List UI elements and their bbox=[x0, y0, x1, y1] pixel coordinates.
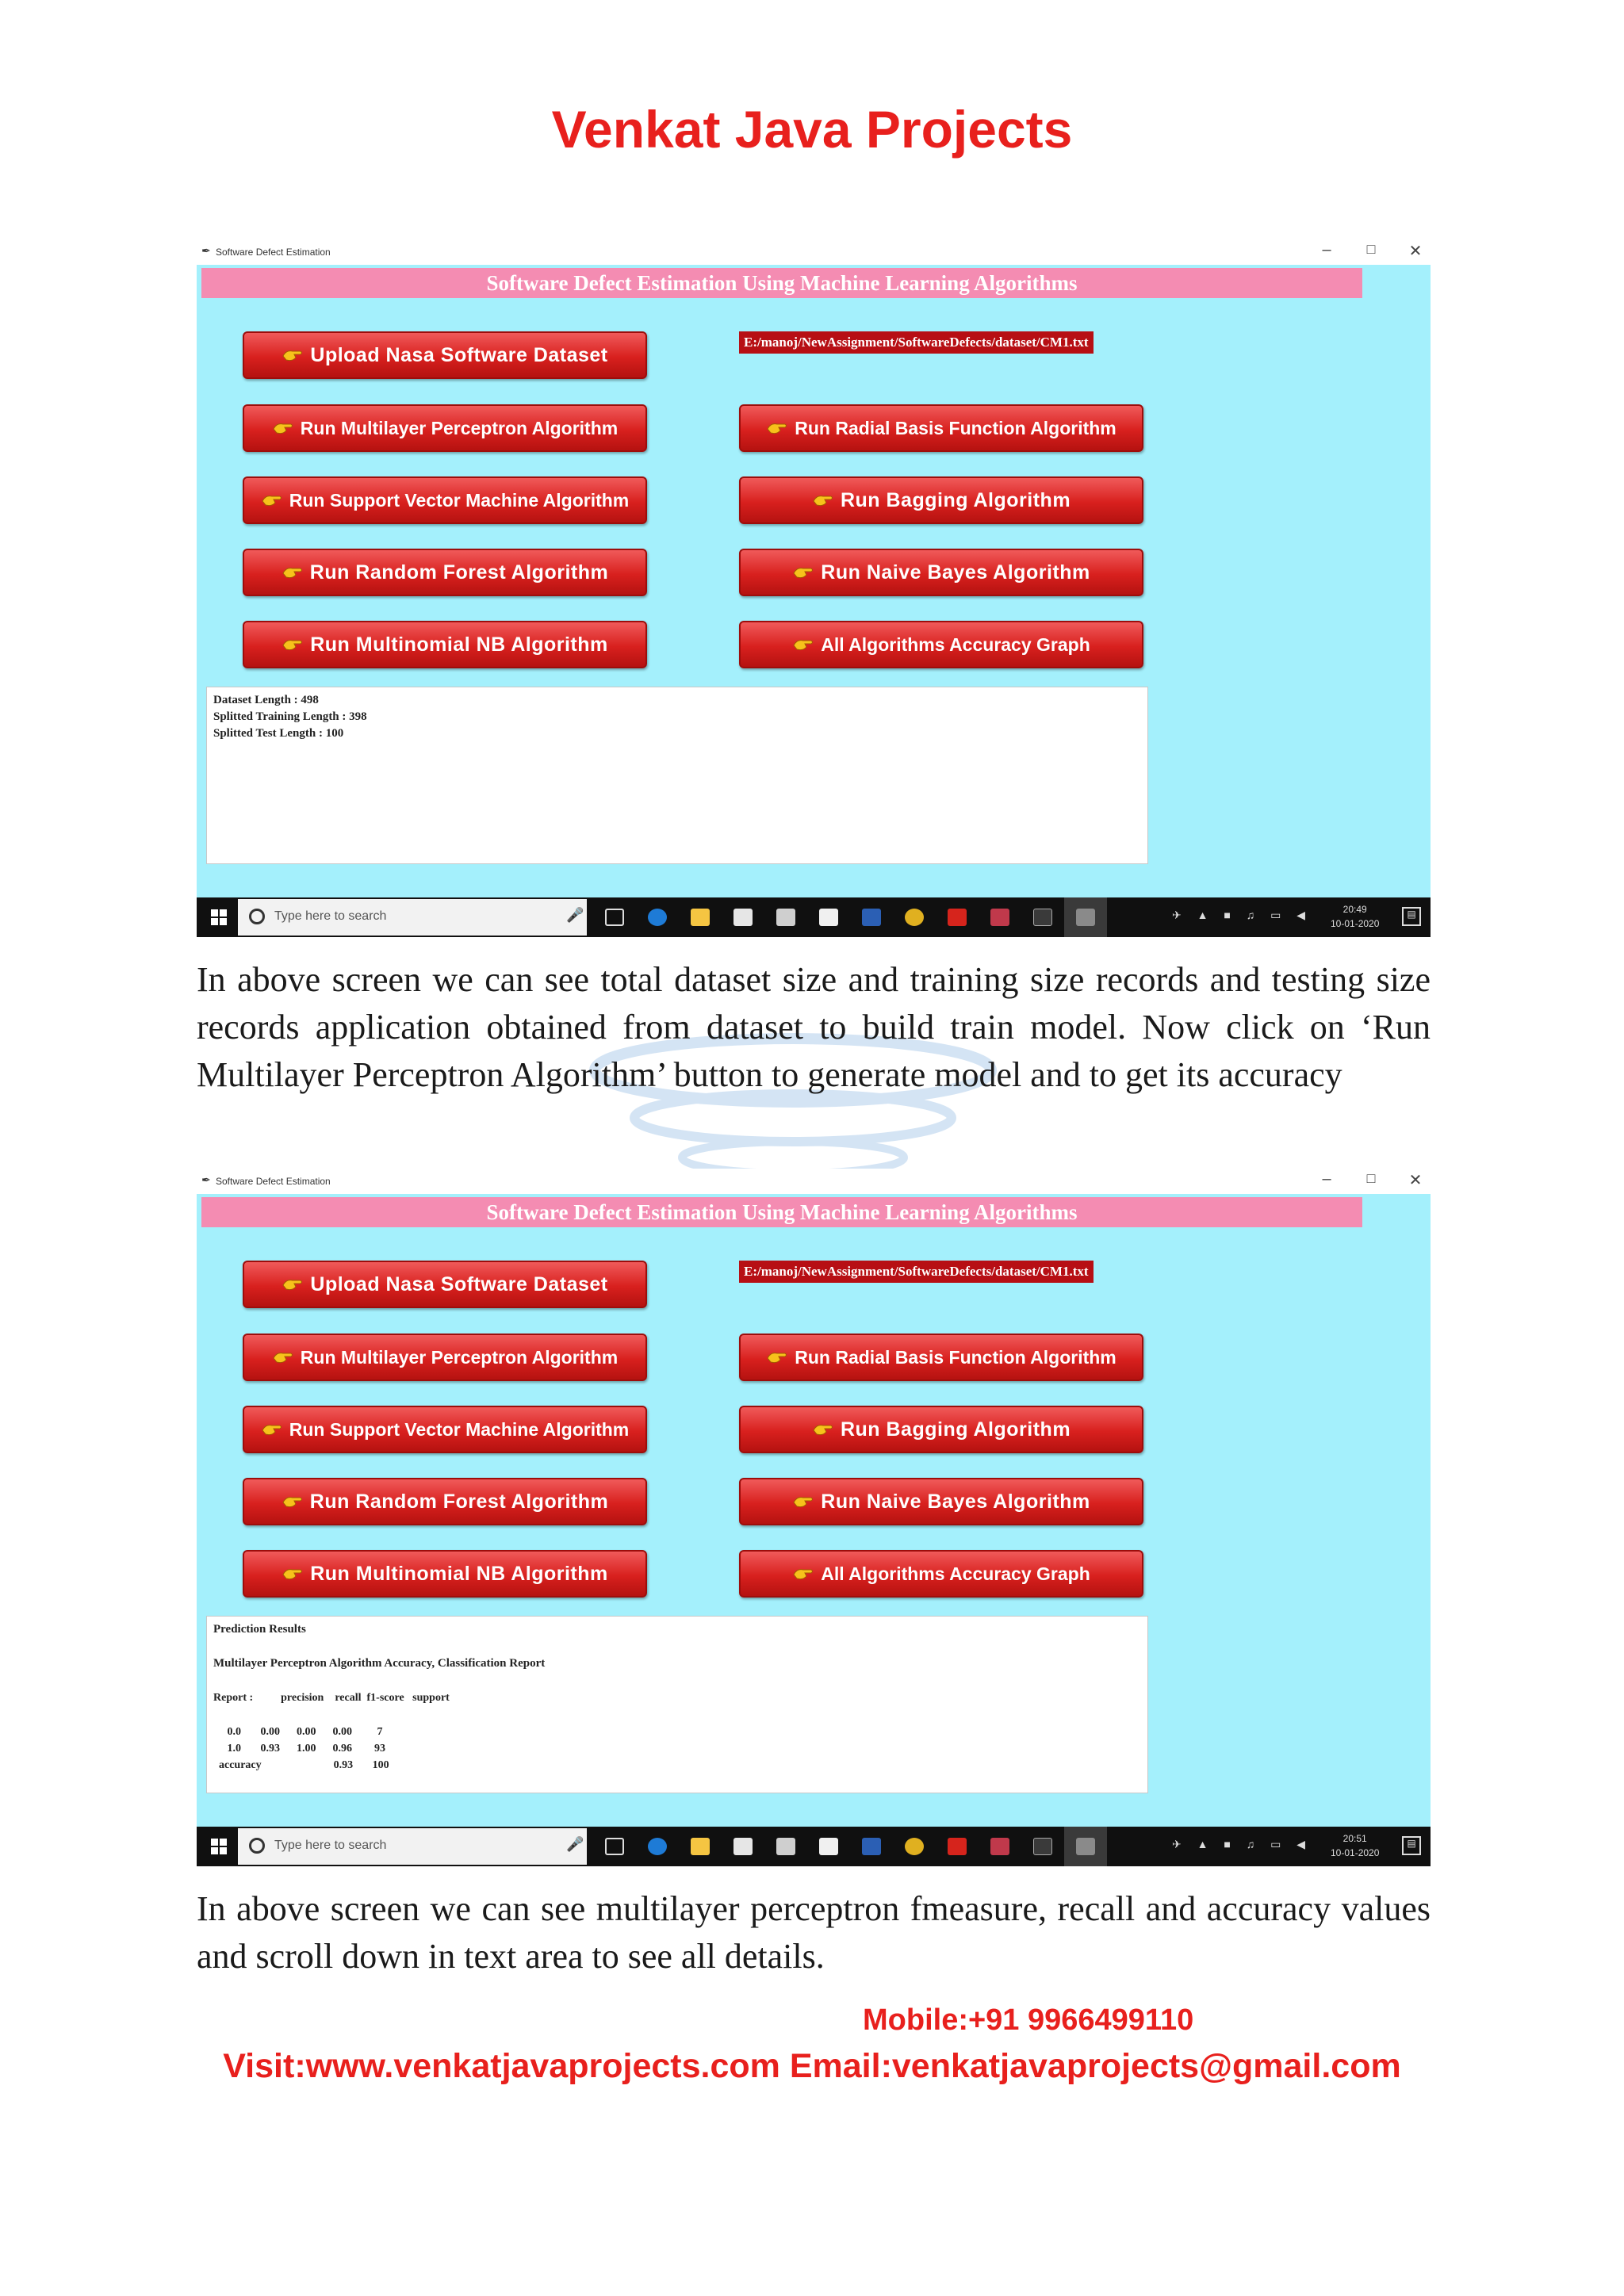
tray-icons[interactable]: ✈ ▲ ■ ♫ ▭ ◀ bbox=[1172, 1838, 1312, 1850]
report-row: 0.0 0.00 0.00 0.00 7 bbox=[213, 1726, 383, 1738]
output-line: Dataset Length : 498 bbox=[213, 694, 319, 706]
run-random-forest-button[interactable] bbox=[243, 549, 647, 596]
button-label: Run Naive Bayes Algorithm bbox=[821, 561, 1090, 584]
terminal-icon[interactable] bbox=[1021, 897, 1064, 937]
microphone-icon[interactable]: 🎤 bbox=[566, 1836, 584, 1852]
paragraph-1: In above screen we can see total dataset size and training size records and testing size records application obtained from dataset to build train model. Now click on ‘Run Multilayer Perceptron Algorithm’ button to generate model and to get its accuracy bbox=[197, 960, 1431, 1094]
notification-icon[interactable]: ▤ bbox=[1402, 1836, 1421, 1855]
button-label: All Algorithms Accuracy Graph bbox=[821, 1563, 1090, 1584]
hand-pointer-icon bbox=[766, 419, 788, 437]
maximize-button[interactable]: □ bbox=[1366, 241, 1376, 257]
taskbar-search-box[interactable] bbox=[238, 899, 587, 936]
system-tray bbox=[1172, 1827, 1426, 1866]
run-naive-bayes-button[interactable] bbox=[739, 1478, 1143, 1525]
run-svm-button[interactable] bbox=[243, 1406, 647, 1453]
hand-pointer-icon bbox=[261, 492, 283, 509]
button-label: Run Random Forest Algorithm bbox=[309, 561, 609, 584]
output-line: Splitted Test Length : 100 bbox=[213, 727, 344, 740]
file-explorer-icon[interactable] bbox=[679, 897, 722, 937]
hand-pointer-icon bbox=[282, 346, 304, 364]
button-label: Run Support Vector Machine Algorithm bbox=[289, 489, 630, 511]
system-tray bbox=[1172, 897, 1426, 937]
windows-taskbar bbox=[197, 897, 1431, 937]
run-svm-button[interactable] bbox=[243, 476, 647, 524]
feather-icon: ✒ bbox=[201, 244, 211, 257]
windows-start-icon[interactable] bbox=[211, 1839, 227, 1854]
window-title: Software Defect Estimation bbox=[216, 247, 331, 258]
edge-browser-icon[interactable] bbox=[636, 1827, 679, 1866]
close-button[interactable]: ✕ bbox=[1408, 1172, 1423, 1189]
tray-icons[interactable]: ✈ ▲ ■ ♫ ▭ ◀ bbox=[1172, 909, 1312, 921]
report-row: accuracy 0.93 100 bbox=[213, 1759, 389, 1771]
dataset-path-label: E:/manoj/NewAssignment/SoftwareDefects/dataset/CM1.txt bbox=[739, 1261, 1094, 1283]
run-bagging-button[interactable] bbox=[739, 1406, 1143, 1453]
run-mlp-button[interactable] bbox=[243, 1334, 647, 1381]
task-view-icon[interactable] bbox=[593, 897, 636, 937]
hand-pointer-icon bbox=[272, 419, 294, 437]
edge-browser-icon[interactable] bbox=[636, 897, 679, 937]
output-textarea[interactable] bbox=[206, 687, 1148, 864]
run-rbf-button[interactable] bbox=[739, 1334, 1143, 1381]
task-view-icon[interactable] bbox=[593, 1827, 636, 1866]
paragraph-2: In above screen we can see multilayer perceptron fmeasure, recall and accuracy values and scroll down in text area to see all details. bbox=[197, 1889, 1431, 1976]
word-icon[interactable] bbox=[850, 897, 893, 937]
taskbar-clock[interactable] bbox=[1331, 1831, 1379, 1860]
app-header: Software Defect Estimation Using Machine Learning Algorithms bbox=[201, 1197, 1362, 1227]
button-label: Run Random Forest Algorithm bbox=[309, 1490, 609, 1513]
taskbar-clock[interactable] bbox=[1331, 902, 1379, 931]
output-subtitle: Multilayer Perceptron Algorithm Accuracy, Classification Report bbox=[213, 1657, 546, 1670]
button-label: Run Radial Basis Function Algorithm bbox=[795, 417, 1116, 438]
hand-pointer-icon bbox=[261, 1421, 283, 1438]
feather-icon: ✒ bbox=[201, 1173, 211, 1186]
windows-start-icon[interactable] bbox=[211, 909, 227, 925]
search-icon bbox=[249, 1838, 265, 1854]
document-app-icon[interactable] bbox=[807, 1827, 850, 1866]
accuracy-graph-button[interactable] bbox=[739, 621, 1143, 668]
run-mlp-button[interactable] bbox=[243, 404, 647, 452]
mail-icon[interactable] bbox=[764, 1827, 807, 1866]
app-screenshot-1 bbox=[197, 239, 1431, 937]
run-bagging-button[interactable] bbox=[739, 476, 1143, 524]
taskbar-pinned-apps bbox=[593, 897, 1107, 937]
search-icon bbox=[249, 909, 265, 924]
acrobat-icon[interactable] bbox=[936, 897, 979, 937]
document-title: Venkat Java Projects bbox=[551, 100, 1073, 159]
button-label: Run Radial Basis Function Algorithm bbox=[795, 1346, 1116, 1368]
store-icon[interactable] bbox=[722, 1827, 764, 1866]
window-titlebar bbox=[197, 239, 1431, 265]
hand-pointer-icon bbox=[282, 1493, 304, 1510]
hand-pointer-icon bbox=[282, 636, 304, 653]
python-feather-icon[interactable] bbox=[1064, 1827, 1107, 1866]
run-multinomial-nb-button[interactable] bbox=[243, 1550, 647, 1598]
run-naive-bayes-button[interactable] bbox=[739, 549, 1143, 596]
hand-pointer-icon bbox=[282, 1276, 304, 1293]
button-label: Run Multinomial NB Algorithm bbox=[310, 1562, 608, 1585]
terminal-icon[interactable] bbox=[1021, 1827, 1064, 1866]
microphone-icon[interactable]: 🎤 bbox=[566, 907, 584, 923]
paint-icon[interactable] bbox=[979, 1827, 1021, 1866]
hand-pointer-icon bbox=[812, 492, 834, 509]
hand-pointer-icon bbox=[282, 564, 304, 581]
app-header: Software Defect Estimation Using Machine Learning Algorithms bbox=[201, 268, 1362, 298]
hand-pointer-icon bbox=[792, 1565, 814, 1582]
upload-dataset-button[interactable] bbox=[243, 1261, 647, 1308]
footer-visit-email[interactable]: Visit:www.venkatjavaprojects.com Email:venkatjavaprojects@gmail.com bbox=[223, 2047, 1401, 2085]
dataset-path-label: E:/manoj/NewAssignment/SoftwareDefects/dataset/CM1.txt bbox=[739, 331, 1094, 354]
chrome-icon[interactable] bbox=[893, 1827, 936, 1866]
chrome-icon[interactable] bbox=[893, 897, 936, 937]
minimize-button[interactable]: – bbox=[1322, 1170, 1331, 1188]
app-screenshot-2 bbox=[197, 1169, 1431, 1866]
report-header: Report : precision recall f1-score support bbox=[213, 1692, 450, 1704]
python-feather-icon[interactable] bbox=[1064, 897, 1107, 937]
windows-taskbar bbox=[197, 1827, 1431, 1866]
hand-pointer-icon bbox=[792, 636, 814, 653]
button-label: Run Multilayer Perceptron Algorithm bbox=[300, 1346, 619, 1368]
button-label: All Algorithms Accuracy Graph bbox=[821, 633, 1090, 655]
hand-pointer-icon bbox=[272, 1349, 294, 1366]
clock-date: 10-01-2020 bbox=[1331, 1847, 1380, 1858]
mail-icon[interactable] bbox=[764, 897, 807, 937]
output-title: Prediction Results bbox=[213, 1623, 306, 1636]
window-titlebar bbox=[197, 1169, 1431, 1194]
accuracy-graph-button[interactable] bbox=[739, 1550, 1143, 1598]
paint-icon[interactable] bbox=[979, 897, 1021, 937]
hand-pointer-icon bbox=[792, 564, 814, 581]
hand-pointer-icon bbox=[282, 1565, 304, 1582]
taskbar-search-box[interactable] bbox=[238, 1828, 587, 1865]
output-textarea[interactable] bbox=[206, 1616, 1148, 1793]
hand-pointer-icon bbox=[766, 1349, 788, 1366]
maximize-button[interactable]: □ bbox=[1366, 1170, 1376, 1186]
hand-pointer-icon bbox=[812, 1421, 834, 1438]
button-label: Upload Nasa Software Dataset bbox=[310, 343, 608, 366]
clock-time: 20:49 bbox=[1342, 904, 1367, 915]
clock-date: 10-01-2020 bbox=[1331, 918, 1380, 929]
button-label: Run Bagging Algorithm bbox=[840, 488, 1071, 511]
run-random-forest-button[interactable] bbox=[243, 1478, 647, 1525]
report-row: 1.0 0.93 1.00 0.96 93 bbox=[213, 1743, 385, 1755]
window-title: Software Defect Estimation bbox=[216, 1176, 331, 1187]
hand-pointer-icon bbox=[792, 1493, 814, 1510]
button-label: Run Multilayer Perceptron Algorithm bbox=[300, 417, 619, 438]
clock-time: 20:51 bbox=[1342, 1833, 1367, 1844]
file-explorer-icon[interactable] bbox=[679, 1827, 722, 1866]
acrobat-icon[interactable] bbox=[936, 1827, 979, 1866]
store-icon[interactable] bbox=[722, 897, 764, 937]
app-client-area bbox=[197, 1194, 1431, 1827]
output-line: Splitted Training Length : 398 bbox=[213, 710, 367, 723]
run-rbf-button[interactable] bbox=[739, 404, 1143, 452]
app-client-area bbox=[197, 265, 1431, 897]
close-button[interactable]: ✕ bbox=[1408, 243, 1423, 260]
run-multinomial-nb-button[interactable] bbox=[243, 621, 647, 668]
button-label: Run Multinomial NB Algorithm bbox=[310, 633, 608, 656]
upload-dataset-button[interactable] bbox=[243, 331, 647, 379]
button-label: Run Bagging Algorithm bbox=[840, 1418, 1071, 1441]
notification-icon[interactable]: ▤ bbox=[1402, 907, 1421, 926]
button-label: Upload Nasa Software Dataset bbox=[310, 1272, 608, 1295]
word-icon[interactable] bbox=[850, 1827, 893, 1866]
button-label: Run Support Vector Machine Algorithm bbox=[289, 1418, 630, 1440]
taskbar-pinned-apps bbox=[593, 1827, 1107, 1866]
footer-mobile: Mobile:+91 9966499110 bbox=[863, 2003, 1194, 2037]
search-placeholder: Type here to search bbox=[274, 909, 387, 923]
button-label: Run Naive Bayes Algorithm bbox=[821, 1490, 1090, 1513]
document-app-icon[interactable] bbox=[807, 897, 850, 937]
search-placeholder: Type here to search bbox=[274, 1839, 387, 1852]
minimize-button[interactable]: – bbox=[1322, 241, 1331, 258]
